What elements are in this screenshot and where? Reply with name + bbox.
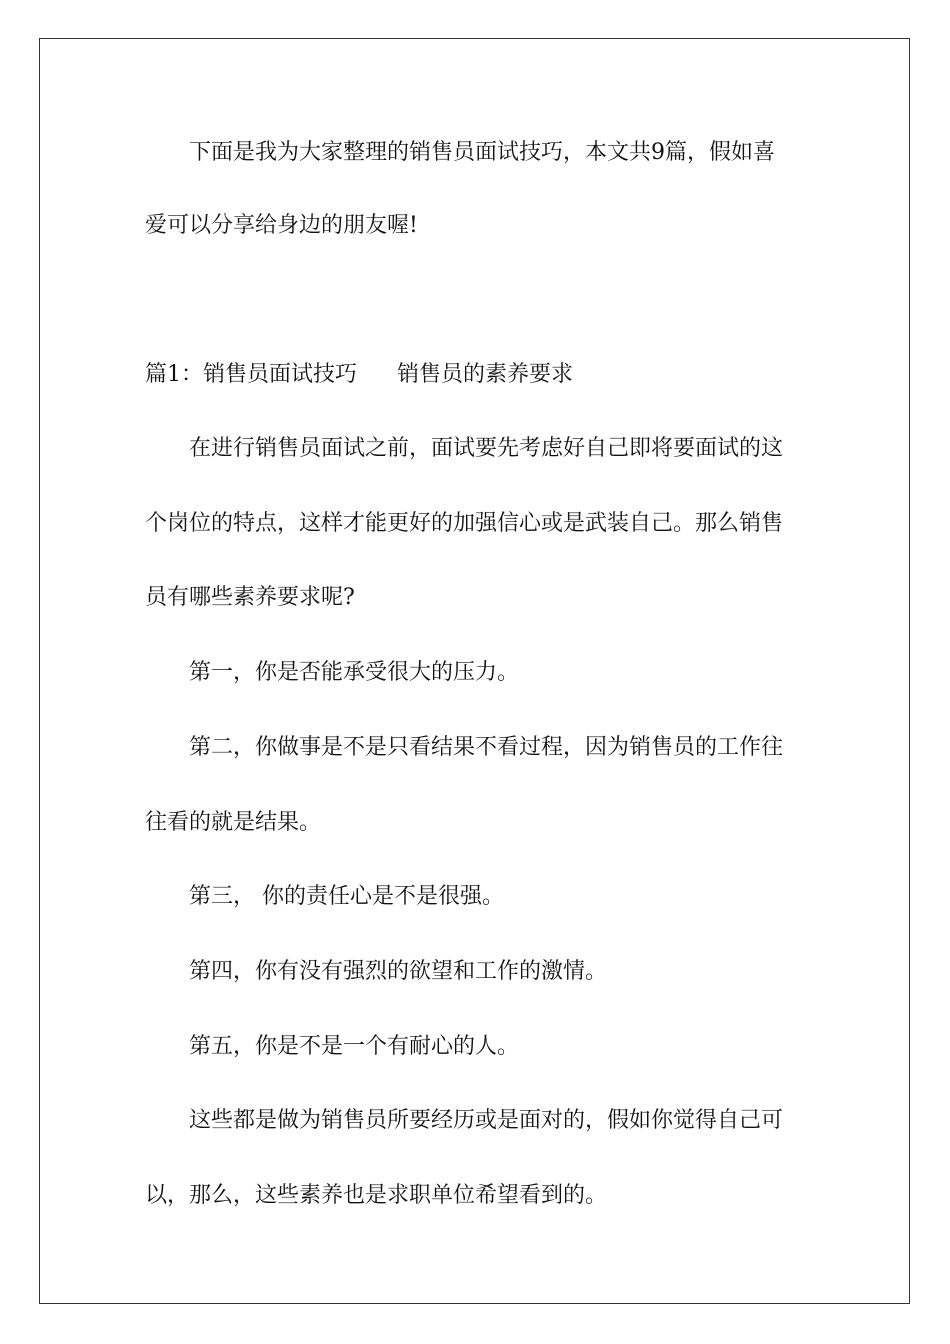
section-heading-title: 篇1：销售员面试技巧 — [145, 362, 357, 387]
section-heading — [145, 360, 573, 390]
intro-line-2: 爱可以分享给身边的朋友喔! — [145, 213, 418, 238]
closing-line-1: 这些都是做为销售员所要经历或是面对的，假如你觉得自己可 — [189, 1108, 784, 1133]
list-item-4: 第四，你有没有强烈的欲望和工作的激情。 — [189, 959, 608, 984]
list-item-1: 第一，你是否能承受很大的压力。 — [189, 660, 520, 685]
list-item-3: 第三， 你的责任心是不是很强。 — [189, 884, 504, 909]
list-item-2-line-2: 往看的就是结果。 — [145, 810, 322, 835]
list-item-2-line-1: 第二，你做事是不是只看结果不看过程，因为销售员的工作往 — [189, 735, 784, 760]
intro-line-1: 下面是我为大家整理的销售员面试技巧，本文共9篇，假如喜 — [189, 140, 775, 165]
section-heading-subtitle: 销售员的素养要求 — [397, 362, 574, 387]
paragraph-1-line-3: 员有哪些素养要求呢? — [145, 585, 355, 610]
paragraph-1-line-1: 在进行销售员面试之前，面试要先考虑好自己即将要面试的这 — [189, 436, 784, 461]
paragraph-1-line-2: 个岗位的特点，这样才能更好的加强信心或是武装自己。那么销售 — [145, 511, 784, 536]
closing-line-2: 以，那么，这些素养也是求职单位希望看到的。 — [145, 1183, 608, 1208]
list-item-5: 第五，你是不是一个有耐心的人。 — [189, 1034, 520, 1059]
